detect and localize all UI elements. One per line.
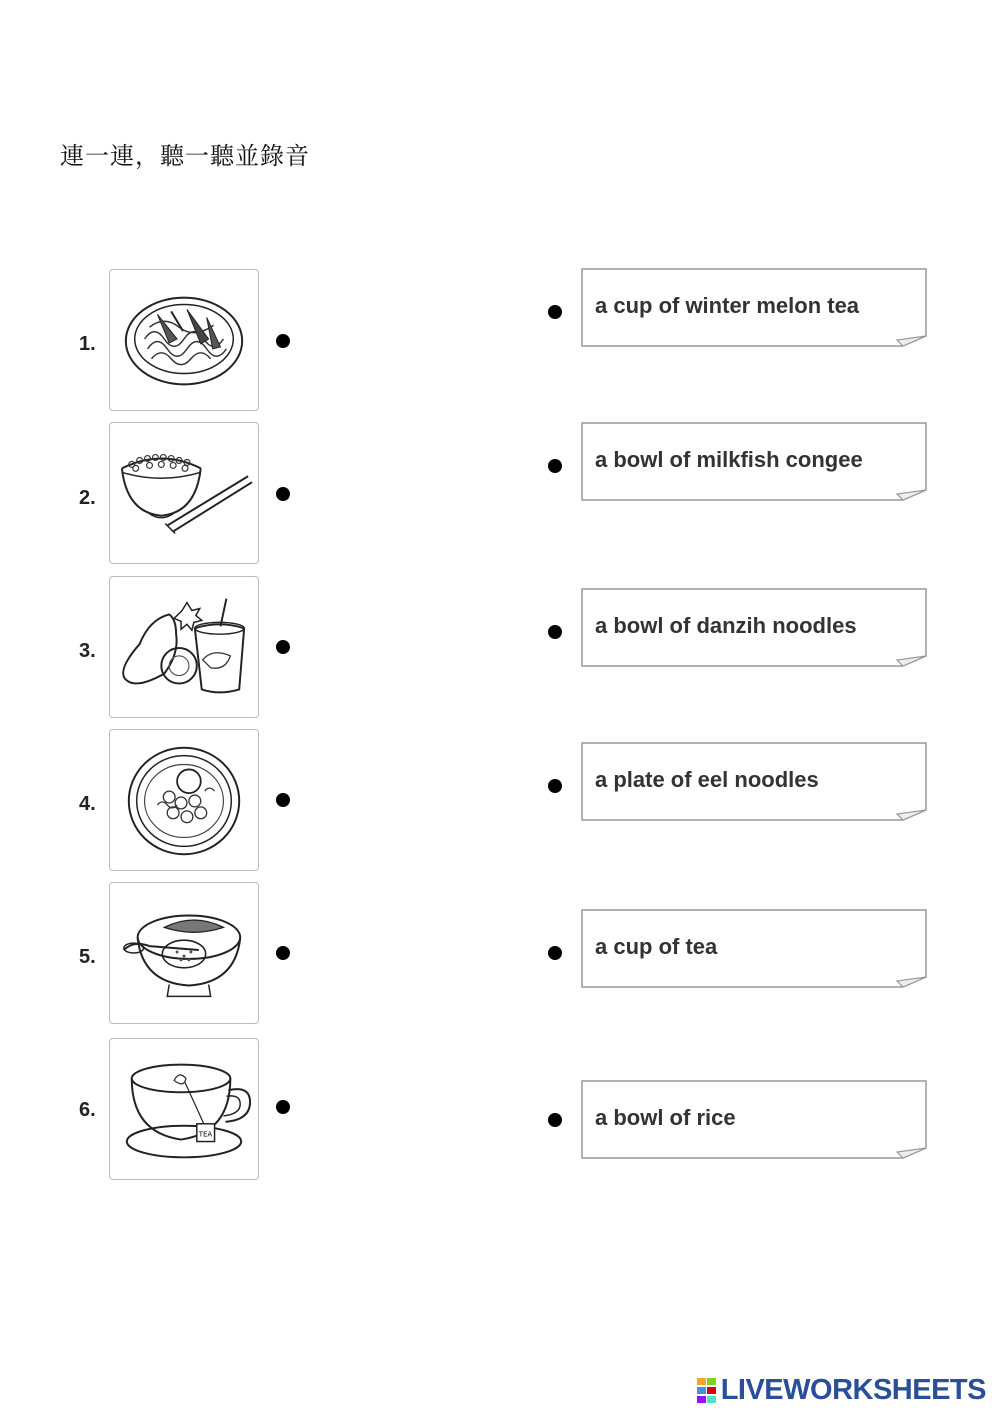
match-dot-left[interactable]	[276, 1100, 290, 1114]
option-card[interactable]	[581, 588, 927, 668]
option-card[interactable]	[581, 742, 927, 822]
match-dot-right[interactable]	[548, 459, 562, 473]
match-dot-right[interactable]	[548, 305, 562, 319]
match-dot-left[interactable]	[276, 487, 290, 501]
match-dot-right[interactable]	[548, 779, 562, 793]
picture-rice	[109, 422, 259, 564]
match-dot-left[interactable]	[276, 793, 290, 807]
picture-winter-melon-tea	[109, 576, 259, 718]
picture-danzih-noodles	[109, 729, 259, 871]
item-number: 6.	[79, 1099, 96, 1121]
brand-logo[interactable]	[697, 1374, 986, 1407]
winter-melon-tea-icon	[110, 577, 258, 717]
option-card[interactable]	[581, 1080, 927, 1160]
match-dot-right[interactable]	[548, 946, 562, 960]
item-number: 5.	[79, 946, 96, 968]
liveworksheets-logo-icon	[697, 1378, 717, 1404]
item-number: 2.	[79, 487, 96, 509]
picture-milkfish-congee	[109, 882, 259, 1024]
svg-text:TEA: TEA	[198, 1130, 213, 1139]
item-number: 4.	[79, 793, 96, 815]
tea-cup-icon	[110, 1039, 258, 1179]
instruction-text: 連一連，聽一聽並錄音	[60, 142, 310, 170]
option-label: a cup of winter melon tea	[595, 293, 860, 318]
option-label: a bowl of danzih noodles	[595, 613, 857, 638]
option-card[interactable]	[581, 268, 927, 348]
option-label: a cup of tea	[595, 934, 718, 959]
option-card[interactable]	[581, 422, 927, 502]
match-dot-right[interactable]	[548, 1113, 562, 1127]
match-dot-left[interactable]	[276, 640, 290, 654]
brand-name: LIVEWORKSHEETS	[720, 1374, 986, 1406]
danzih-noodles-bowl-icon	[110, 730, 258, 870]
option-card[interactable]	[581, 909, 927, 989]
picture-eel-noodles	[109, 269, 259, 411]
match-dot-left[interactable]	[276, 946, 290, 960]
match-dot-left[interactable]	[276, 334, 290, 348]
item-number: 3.	[79, 640, 96, 662]
eel-noodles-plate-icon	[110, 270, 258, 410]
rice-bowl-chopsticks-icon	[110, 423, 258, 563]
match-dot-right[interactable]	[548, 625, 562, 639]
picture-tea	[109, 1038, 259, 1180]
item-number: 1.	[79, 333, 96, 355]
option-label: a plate of eel noodles	[595, 767, 819, 792]
option-label: a bowl of milkfish congee	[595, 447, 863, 472]
option-label: a bowl of rice	[595, 1105, 736, 1130]
milkfish-congee-bowl-icon	[110, 883, 258, 1023]
